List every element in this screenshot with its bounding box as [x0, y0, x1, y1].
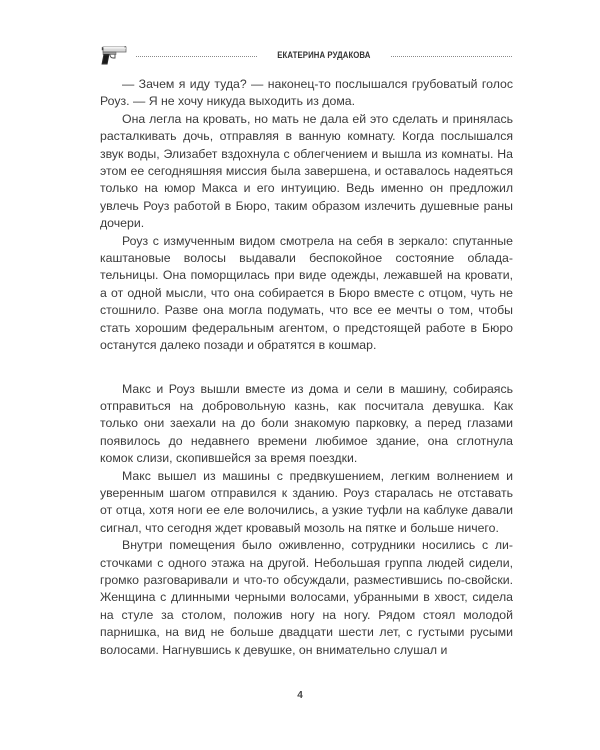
header-rule-right [391, 56, 512, 57]
paragraph: — Зачем я иду туда? — наконец-то послышался грубоватый голос Роуз. — Я не хочу никуда выходить из дома. [100, 77, 513, 109]
body-text [100, 76, 513, 659]
header-rule-left [136, 56, 257, 57]
paragraph: Макс вышел из машины с предвкушением, легким волнением и уверенным шагом отправился к зданию. Роуз старалась не отставать от отца, хотя ноги ее еле волочились, а узкие туфли на каблуке давали сигнал, что сегодня ждет кровавый мозоль на пятке и больше ничего. [100, 468, 513, 535]
paragraph: Роуз с измученным видом смотрела на себя в зеркало: спутанные каштановые волосы выдавали беспокойное состояние обладательницы. Она поморщилась при виде одежды, лежавшей на кровати, а от одной мысли, что она собирается в Бюро вместе с отцом, чуть не стошнило. Разве она могла подумать, что все ее мечты о том, чтобы стать хорошим федеральным агентом, о предстоящей работе в Бюро останутся далеко позади и обратятся в кошмар. [100, 233, 513, 353]
author-name: ЕКАТЕРИНА РУДАКОВА [277, 49, 371, 61]
paragraph: Макс и Роуз вышли вместе из дома и сели в машину, собираясь отправиться на добровольную казнь, как посчитала девушка. Как только они заехали на до боли знакомую парковку, а перед глазами появилось до недавнего времени любимое здание, она сглотнула комок слизи, скопившейся за время поездки. [100, 381, 513, 466]
pistol-icon [100, 44, 128, 66]
paragraph: Внутри помещения было оживленно, сотрудники носились с листочками с одного этажа на другой. Небольшая группа людей сидели, громко разговаривали и что-то обсуждали, разместившись по-свойски. Женщина с длинными черными волосами, убранными в хвост, сидела на стуле за столом, положив ногу на ногу. Рядом стоял молодой парнишка, на вид не больше двадцати шести лет, с густыми русыми волосами. Нагнувшись к девушке, он внимательно слушал и [100, 538, 513, 657]
running-head [100, 44, 512, 66]
section-break [100, 355, 513, 381]
page-number: 4 [297, 690, 303, 701]
paragraph: Она легла на кровать, но мать не дала ей это сделать и принялась расталкивать дочь, отправляя в ванную комнату. Когда послышался звук воды, Элизабет вздохнула с облегчением и вышла из комнаты. На этом ее сегодняшняя миссия была завершена, и оставалось надеяться только на юмор Макса и его интуицию. Ведь именно он предложил увлечь Роуз работой в Бюро, таким образом излечить душевные раны дочери. [100, 111, 513, 231]
